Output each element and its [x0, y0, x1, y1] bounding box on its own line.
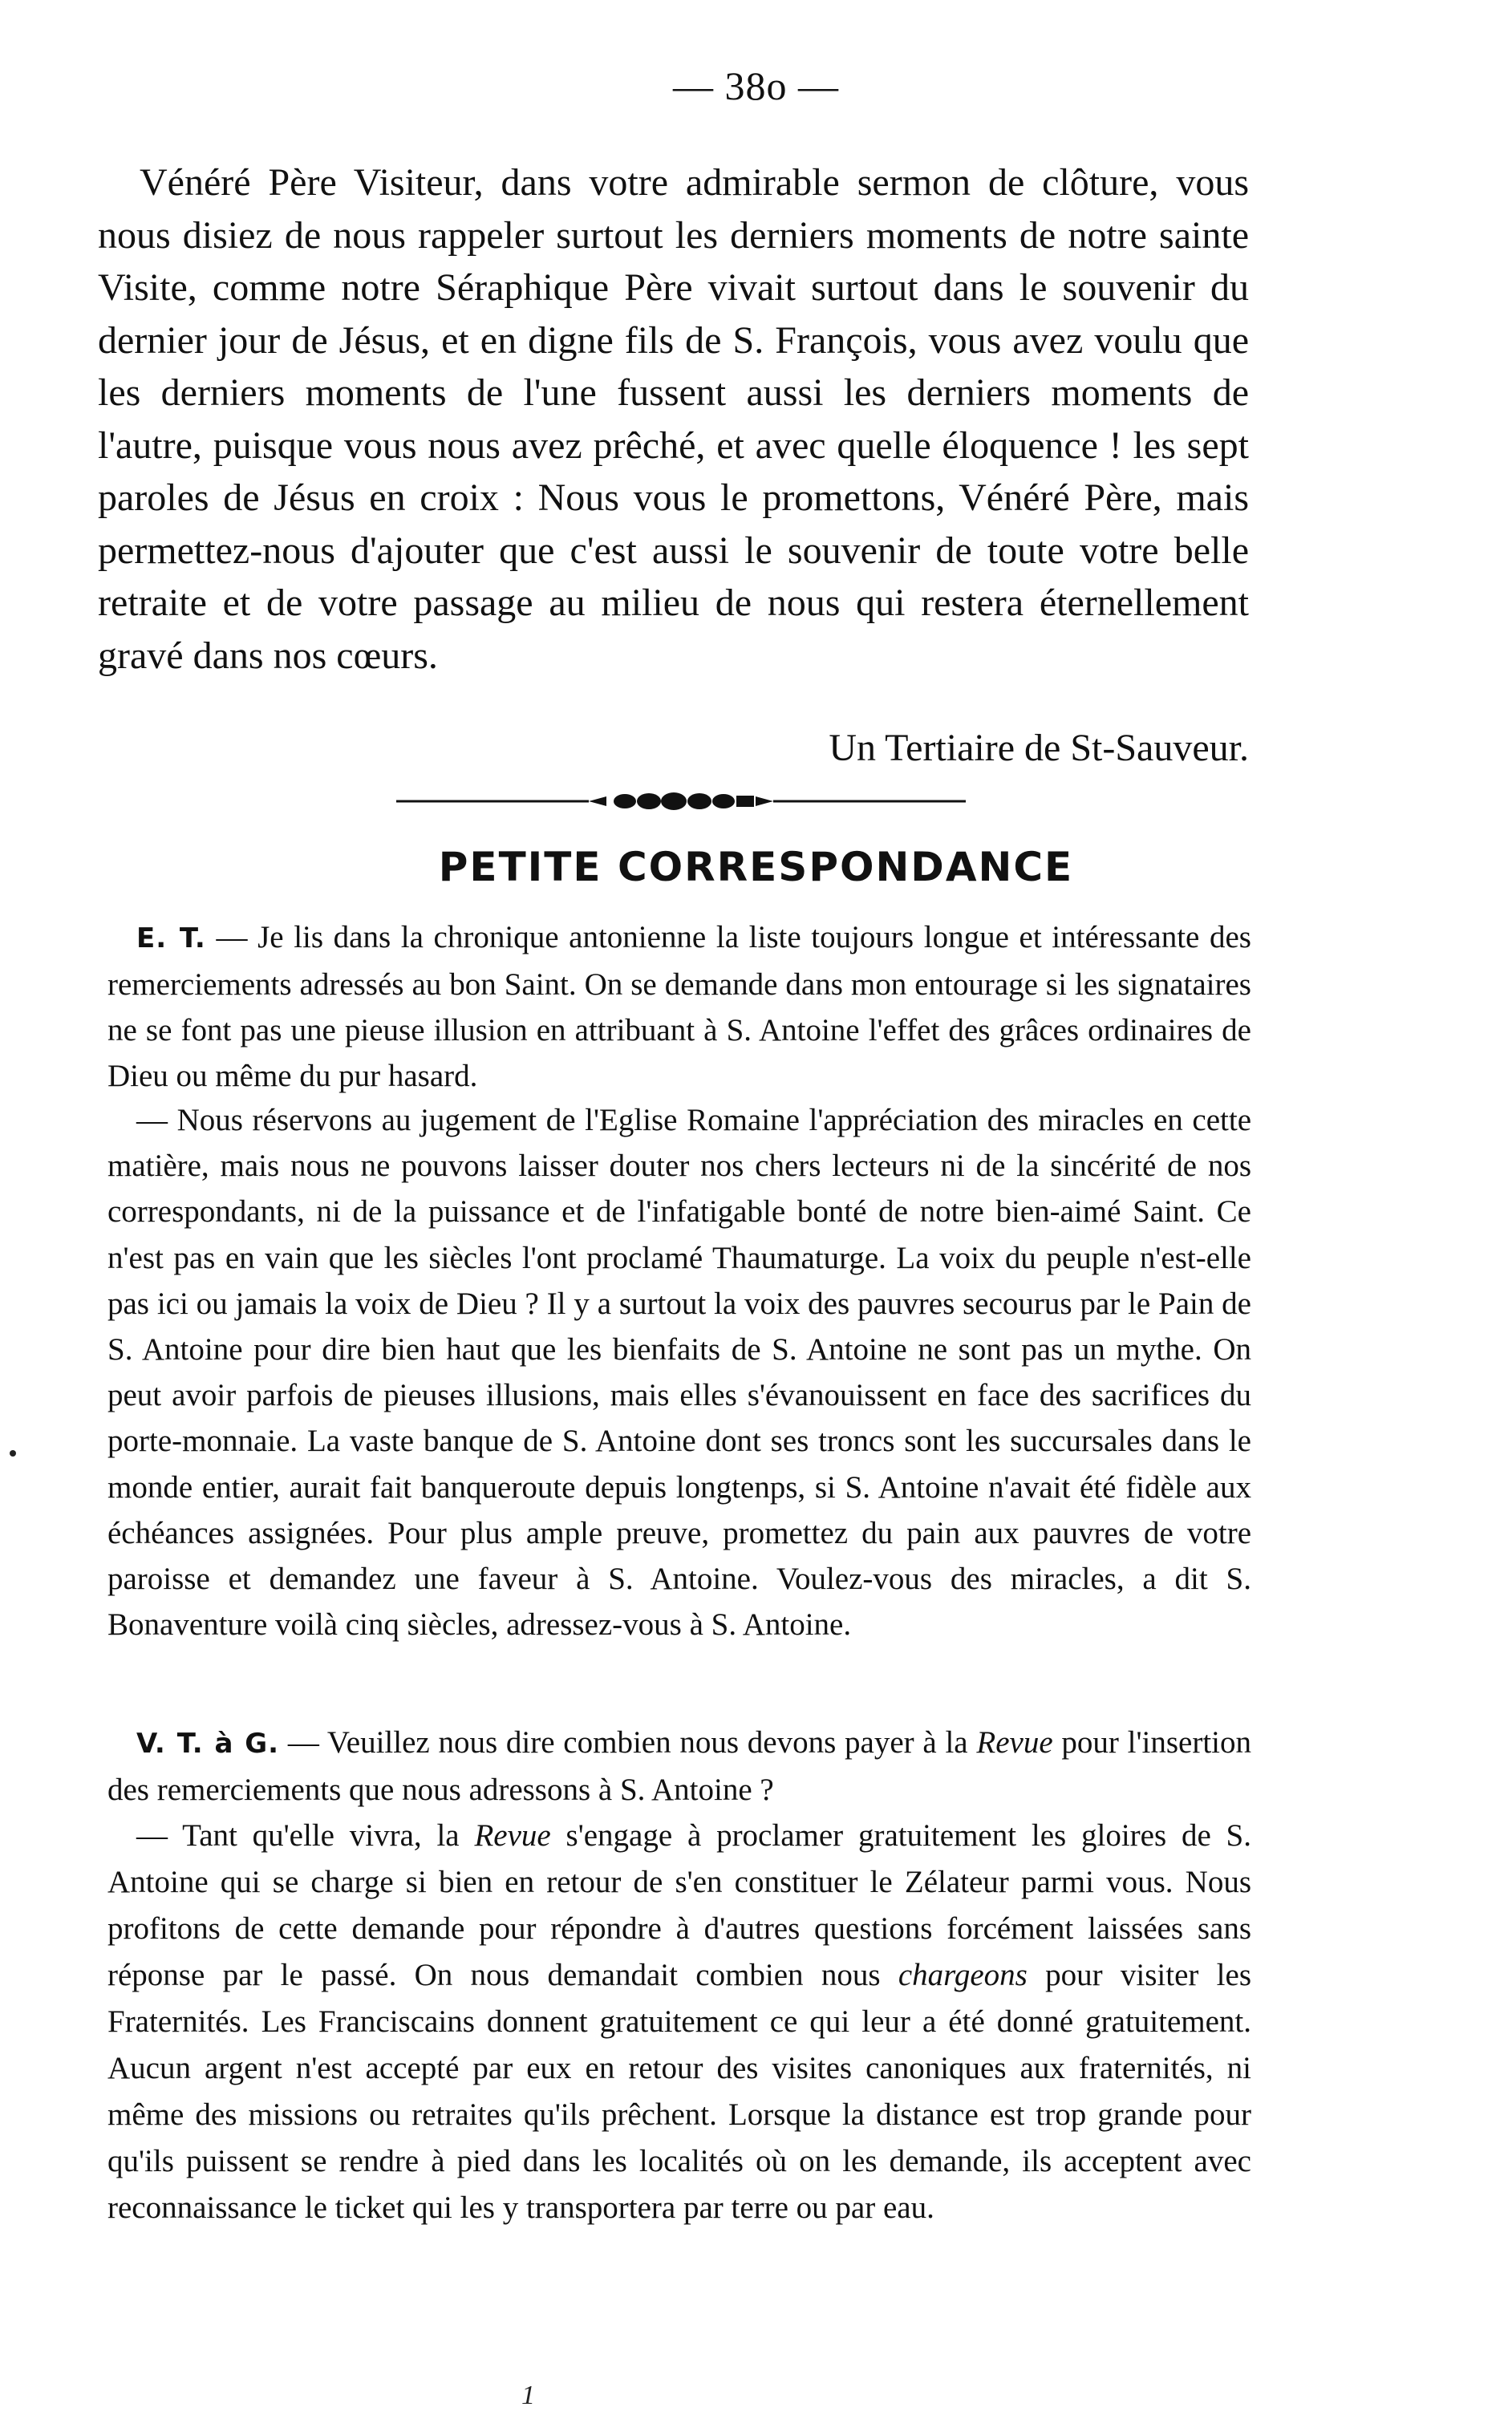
question-text: — Je lis dans la chronique antonienne la liste toujours longue et intéressante des remerciements adressés au bon Saint. On se demande dans mon entourage si les signataires ne se font pas une pieuse illusion en attribuant à S. Antoine l'effet des grâces ordinaires de Dieu ou même du pur hasard. — [107, 920, 1251, 1093]
correspondent-tag: E. T. — [136, 922, 206, 954]
correspondence-question-2 — [107, 1720, 1251, 1813]
question-text: pour l'insertion des remerciements que nous adressons à S. Antoine ? — [107, 1725, 1251, 1807]
answer-text: s'engage à proclamer gratuitement les gloires de S. Antoine qui se charge si bien en retour de s'en constituer le Zélateur parmi vous. Nous profitons de cette demande pour répondre à d'autres questions forcément laissées sans réponse par le passé. On nous demandait combien nous — [107, 1818, 1251, 1992]
answer-text: pour visiter les Fraternités. Les Franciscains donnent gratuitement ce qui leur a été donné gratuitement. Aucun argent n'est accepté par eux en retour des visites canoniques aux fraternités, ni même des missions ou retraites qu'ils prêchent. Lorsque la distance est trop grande pour qu'ils puissent se rendre à pied dans les localités où on les demande, ils acceptent avec reconnaissance le ticket qui les y transportera par terre ou par eau. — [107, 1958, 1252, 2225]
footer-mark: 1 — [521, 2381, 535, 2410]
emphasis-word: chargeons — [898, 1958, 1028, 1992]
page-number: — 38o — — [673, 63, 839, 108]
revue-title: Revue — [474, 1818, 551, 1853]
letter-signature: Un Tertiaire de St-Sauveur. — [829, 727, 1249, 769]
margin-mark — [10, 1450, 16, 1457]
section-title: PETITE CORRESPONDANCE — [438, 844, 1074, 890]
question-text: — Veuillez nous dire combien nous devons payer à la — [279, 1725, 977, 1760]
correspondent-tag: V. T. à G. — [136, 1728, 280, 1760]
revue-title: Revue — [976, 1725, 1053, 1760]
correspondence-answer-2 — [107, 1813, 1251, 2231]
correspondence-question-1 — [107, 914, 1251, 1099]
correspondence-answer-1: — Nous réservons au jugement de l'Eglise Romaine l'appréciation des miracles en cette matière, mais nous ne pouvons laisser douter nos chers lecteurs ni de la sincérité de nos correspondants, ni de la puissance et de l'infatigable bonté de notre bien-aimé Saint. Ce n'est pas en vain que les siècles l'ont proclamé Thaumaturge. La voix du peuple n'est-elle pas ici ou jamais la voix de Dieu ? Il y a surtout la voix des pauvres secourus par le Pain de S. Antoine pour dire bien haut que les bienfaits de S. Antoine ne sont pas un mythe. On peut avoir parfois de pieuses illusions, mais elles s'évanouissent en face des sacrifices du porte-monnaie. La vaste banque de S. Antoine dont ses troncs sont les succursales dans le monde entier, aurait fait banqueroute depuis longtenps, si S. Antoine n'avait été fidèle aux échéances assignées. Pour plus ample preuve, promettez du pain aux pauvres de votre paroisse et demandez une faveur à S. Antoine. Voulez-vous des miracles, a dit S. Bonaventure voilà cinq siècles, adressez-vous à S. Antoine. — [107, 1103, 1251, 1643]
answer-text: — Tant qu'elle vivra, la — [136, 1818, 475, 1853]
letter-paragraph: Vénéré Père Visiteur, dans votre admirable sermon de clôture, vous nous disiez de nous rappeler surtout les derniers moments de notre sainte Visite, comme notre Séraphique Père vivait surtout dans le souvenir du dernier jour de Jésus, et en digne fils de S. François, vous avez voulu que les derniers moments de l'une fussent aussi les derniers moments de l'autre, puisque vous nous avez prêché, et avec quelle éloquence ! les sept paroles de Jésus en croix : Nous vous le promettons, Vénéré Père, mais permettez-nous d'ajouter que c'est aussi le souvenir de toute votre belle retraite et de votre passage au milieu de nous qui restera éternellement gravé dans nos cœurs. — [98, 161, 1249, 677]
section-divider-ornament — [396, 789, 966, 813]
